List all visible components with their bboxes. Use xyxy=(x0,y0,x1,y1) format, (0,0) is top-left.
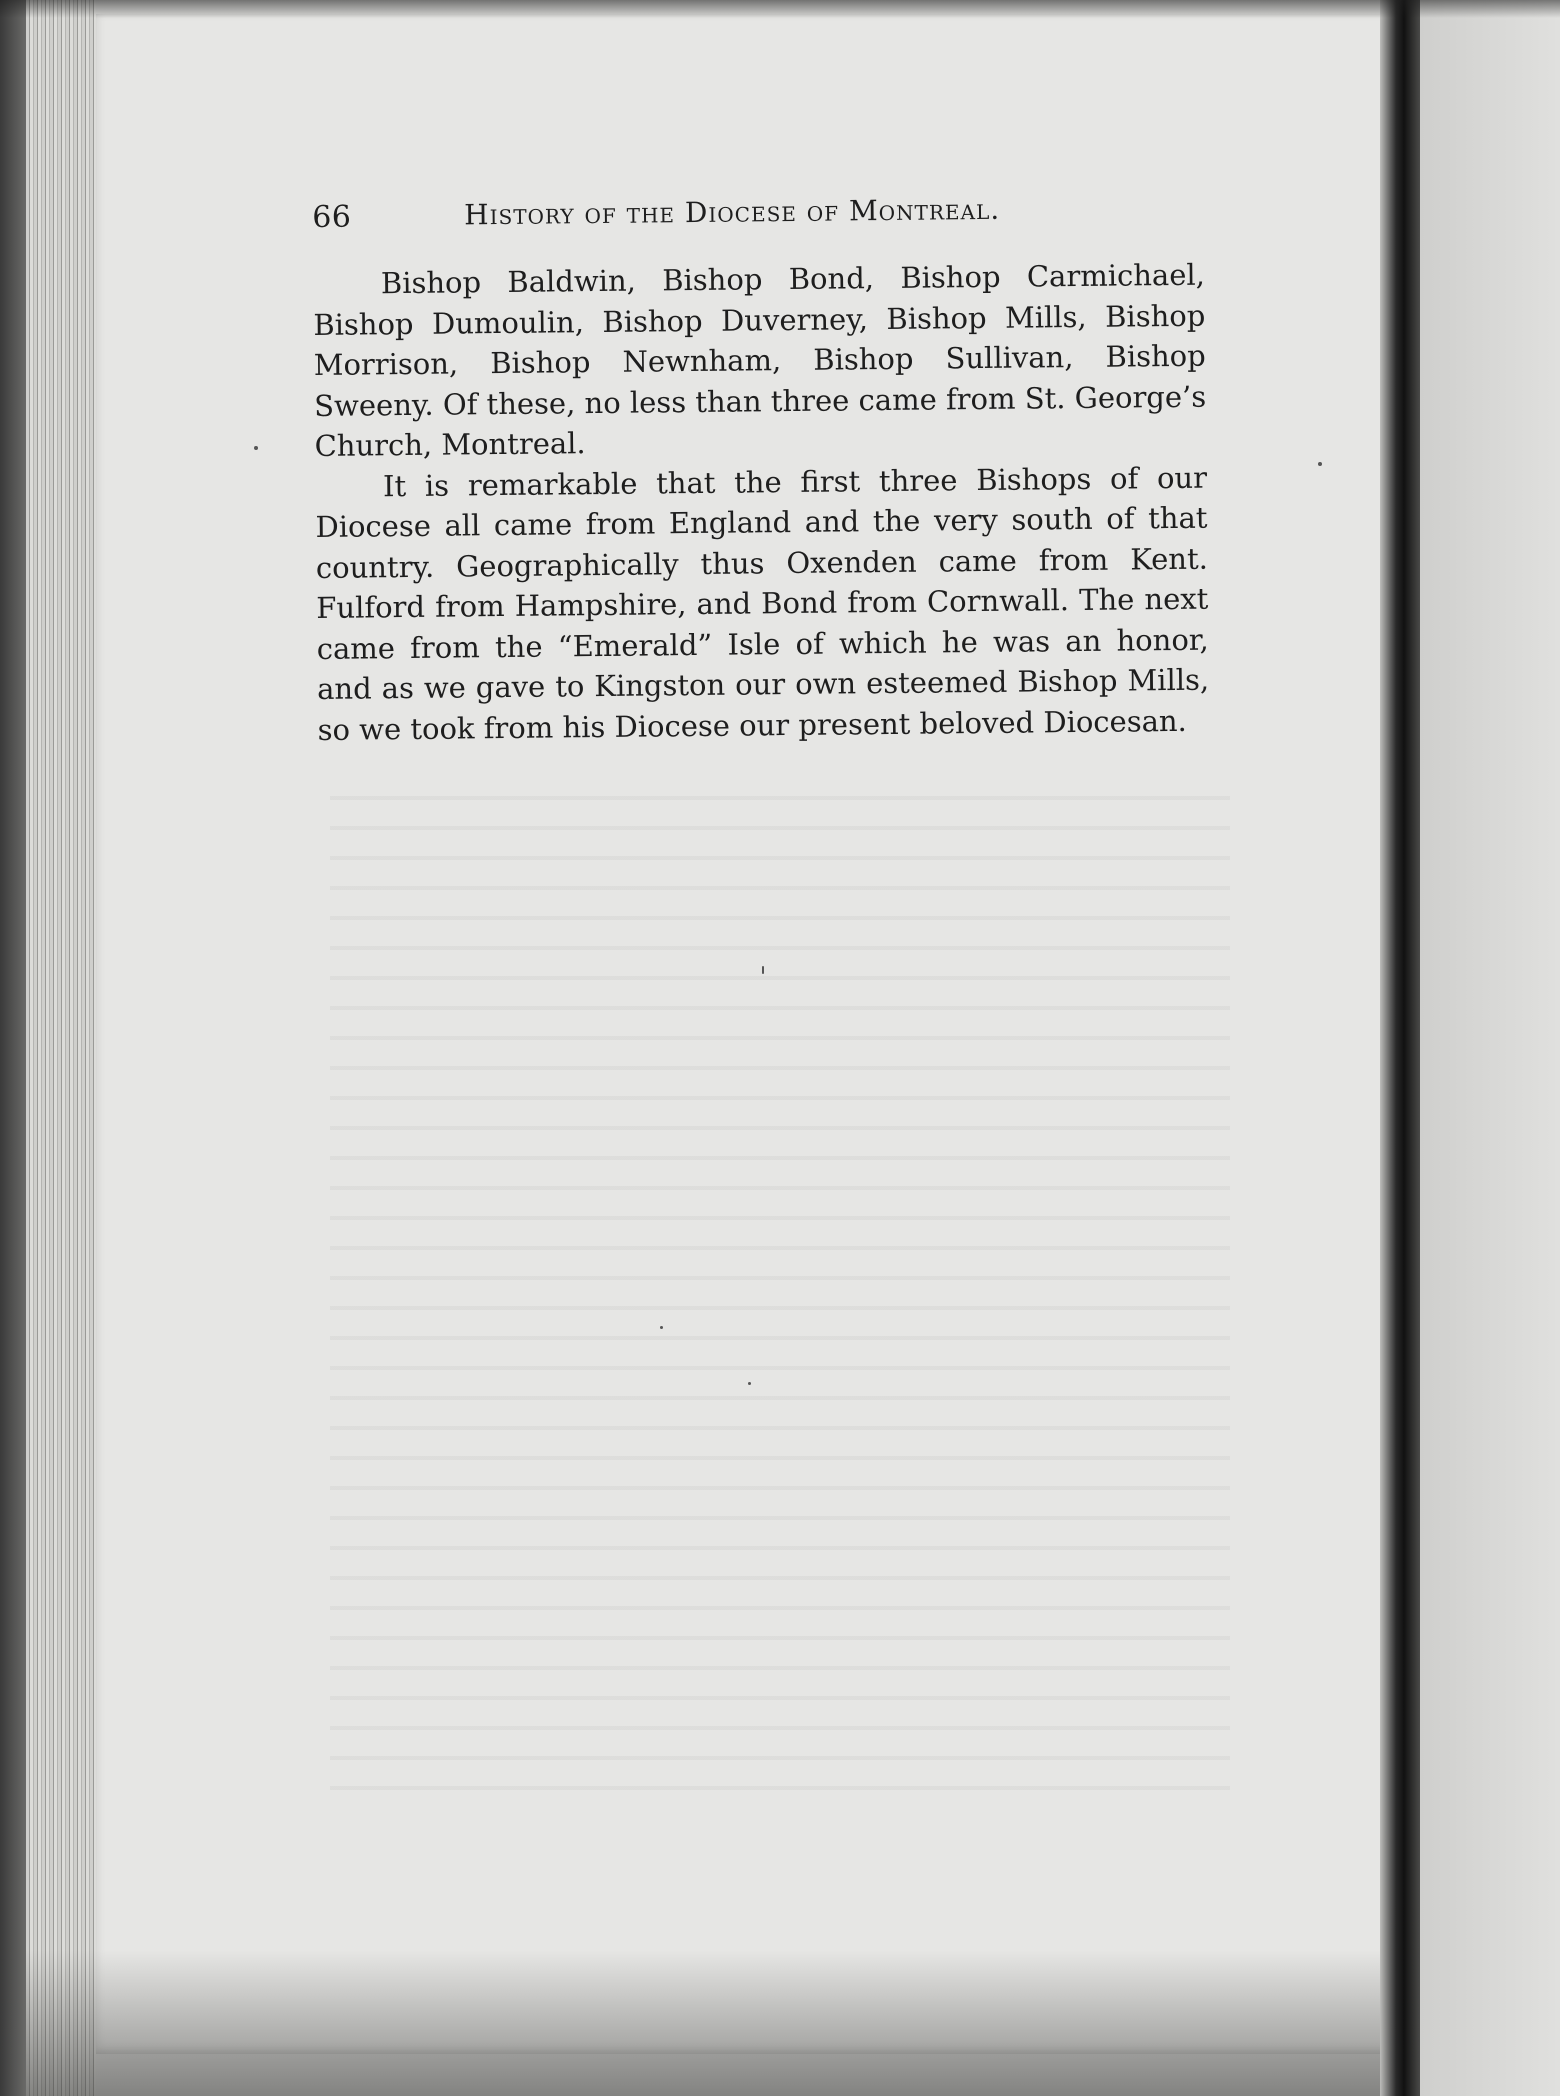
book-gutter xyxy=(1380,0,1420,2096)
paragraph-bishops-origins: It is remarkable that the first three Bishops of our Diocese all came from England and the very south of that country. Geographically thus Oxenden came from Kent. Fulford from Hampshire, and Bond from Cornwall. The next came from the “Emerald” Isle of which he was an honor, and as we gave to Kingston our own esteemed Bishop Mills, so we took from his Diocese our present beloved Diocesan. xyxy=(315,460,1210,747)
paper-speck xyxy=(762,966,764,974)
paper-speck xyxy=(254,446,258,450)
bottom-edge-shadow xyxy=(26,1950,1386,2096)
page-text xyxy=(312,187,1210,750)
top-edge-shadow xyxy=(0,0,1560,18)
page-stack-edges xyxy=(26,0,96,2096)
bleed-through-text xyxy=(330,770,1230,1790)
facing-page xyxy=(1420,0,1560,2096)
running-head-title: History of the Diocese of Montreal. xyxy=(464,192,1001,232)
paragraph-bishops-list: Bishop Baldwin, Bishop Bond, Bishop Carmichael, Bishop Dumoulin, Bishop Duverney, Bishop Mills, Bishop Morrison, Bishop Newnham, Bishop Sullivan, Bishop Sweeny. Of these, no less than three came from St. George’s Church, Montreal. xyxy=(313,257,1207,463)
paper-speck xyxy=(1318,462,1322,466)
page-number: 66 xyxy=(312,199,352,235)
paper-speck xyxy=(748,1382,751,1385)
book-edge-shadow xyxy=(0,0,26,2096)
paper-speck xyxy=(660,1326,663,1329)
running-head xyxy=(312,187,1204,248)
